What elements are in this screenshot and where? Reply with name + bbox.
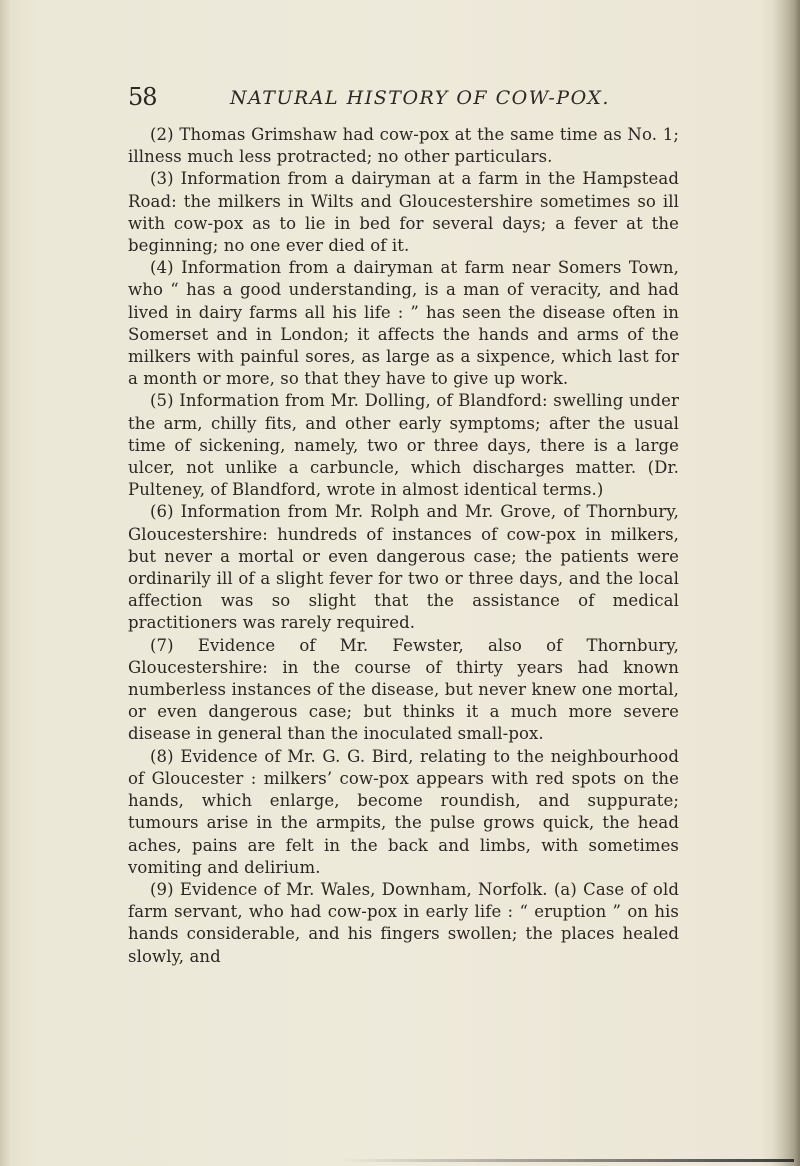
paragraph-3: (3) Information from a dairyman at a farm in the Hampstead Road: the milkers in Wilts and Gloucestershire sometimes so ill with cow-pox as to lie in bed for several days; a fever at the beginning; no one ever died of it. bbox=[128, 169, 679, 256]
paragraph-6: (6) Information from Mr. Rolph and Mr. Grove, of Thornbury, Gloucestershire: hundreds of instances of cow-pox in milkers, but never a mortal or even dangerous case; the patients were ordinarily ill of a slight fever for two or three days, and the local affection was so slight that the assistance of medical practitioners was rarely required. bbox=[128, 502, 679, 633]
paragraph-8: (8) Evidence of Mr. G. G. Bird, relating to the neighbourhood of Gloucester : milkers’ cow-pox appears with red spots on the hands, which enlarge, become roundish, and suppurate; tumours arise in the armpits, the pulse grows quick, the head aches, pains are felt in the back and limbs, with sometimes vomiting and delirium. bbox=[128, 746, 679, 877]
paragraph-4: (4) Information from a dairyman at farm near Somers Town, who “ has a good understanding, is a man of veracity, and had lived in dairy farms all his life : ” has seen the disease often in Somerset and in London; it affects the hands and arms of the milkers with painful sores, as large as a sixpence, which last for a month or more, so that they have to give up work. bbox=[128, 258, 679, 389]
page-gutter-shadow bbox=[772, 0, 800, 1166]
page-number: 58 bbox=[128, 83, 157, 111]
paragraph-7: (7) Evidence of Mr. Fewster, also of Thornbury, Gloucestershire: in the course of thirty years had known numberless instances of the disease, but never knew one mortal, or even dangerous case; but thinks it a much more severe disease in general than the inoculated small-pox. bbox=[128, 635, 679, 744]
page-header bbox=[128, 83, 688, 117]
body-text bbox=[128, 124, 679, 968]
bottom-edge-line bbox=[340, 1159, 794, 1162]
running-title: NATURAL HISTORY OF COW-POX. bbox=[230, 87, 610, 109]
paragraph-2: (2) Thomas Grimshaw had cow-pox at the same time as No. 1; illness much less protracted; no other particulars. bbox=[128, 125, 679, 167]
page-left-edge bbox=[0, 0, 10, 1166]
paragraph-5: (5) Information from Mr. Dolling, of Blandford: swelling under the arm, chilly fits, and other early symptoms; after the usual time of sickening, namely, two or three days, there is a large ulcer, not unlike a carbuncle, which discharges matter. (Dr. Pulteney, of Blandford, wrote in almost identical terms.) bbox=[128, 391, 679, 500]
paragraph-9: (9) Evidence of Mr. Wales, Downham, Norfolk. (a) Case of old farm servant, who had cow-pox in early life : “ eruption ” on his hands considerable, and his fingers swollen; the places healed slowly, and bbox=[128, 879, 679, 966]
